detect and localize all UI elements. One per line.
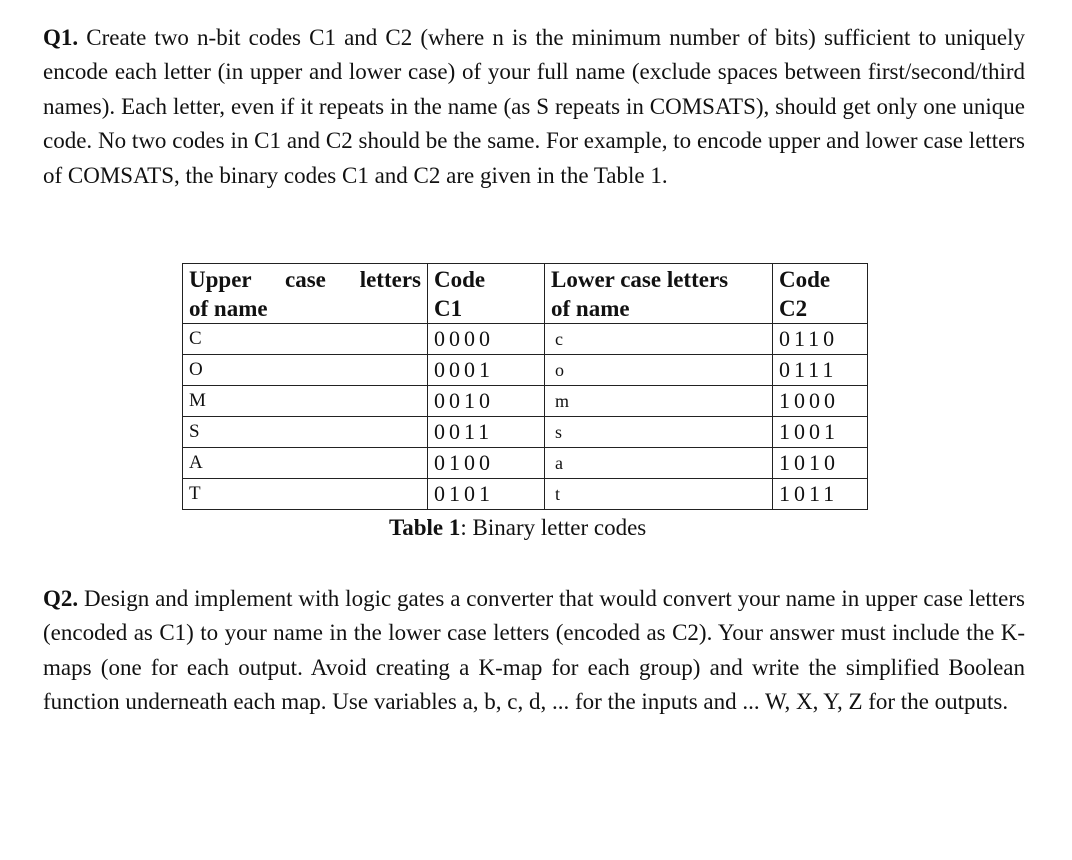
upper-letter-cell: A xyxy=(183,448,428,479)
header-lower-line2: of name xyxy=(551,296,630,321)
header-upper-line1: Upper case letters xyxy=(189,267,421,292)
code-c1-cell: 0000 xyxy=(428,324,545,355)
header-upper-line2: of name xyxy=(189,296,268,321)
header-code2-line1: Code xyxy=(779,267,831,292)
code-c2-cell: 1011 xyxy=(773,479,868,510)
question-2-number: Q2. xyxy=(43,586,79,611)
binary-codes-table xyxy=(182,263,868,510)
table-row xyxy=(183,417,868,448)
lower-letter-cell: s xyxy=(545,417,773,448)
code-c2-cell: 0111 xyxy=(773,355,868,386)
code-c2-cell: 1010 xyxy=(773,448,868,479)
header-code1-line2: C1 xyxy=(434,296,463,321)
header-code-c2 xyxy=(773,264,868,324)
code-c2-cell: 1000 xyxy=(773,386,868,417)
upper-letter-cell: O xyxy=(183,355,428,386)
code-c2-cell: 1001 xyxy=(773,417,868,448)
code-c1-cell: 0001 xyxy=(428,355,545,386)
code-c1-cell: 0101 xyxy=(428,479,545,510)
table-caption-label: Table 1 xyxy=(389,515,461,540)
upper-letter-cell: M xyxy=(183,386,428,417)
table-header-row xyxy=(183,264,868,324)
table-row xyxy=(183,355,868,386)
upper-letter-cell: S xyxy=(183,417,428,448)
lower-letter-cell: o xyxy=(545,355,773,386)
question-1-number: Q1. xyxy=(43,25,79,50)
upper-letter-cell: C xyxy=(183,324,428,355)
lower-letter-cell: a xyxy=(545,448,773,479)
header-code1-line1: Code xyxy=(434,267,486,292)
table-row xyxy=(183,386,868,417)
binary-codes-table-container xyxy=(182,263,868,510)
table-row xyxy=(183,448,868,479)
table-row xyxy=(183,324,868,355)
question-1 xyxy=(43,21,1025,193)
question-1-text: Create two n-bit codes C1 and C2 (where n is the minimum number of bits) sufficient to uniquely encode each letter (in upper and lower case) of your full name (exclude spaces between first/second/third names). Each letter, even if it repeats in the name (as S repeats in COMSATS), should get only one unique code. No two codes in C1 and C2 should be the same. For example, to encode upper and lower case letters of COMSATS, the binary codes C1 and C2 are given in the Table 1. xyxy=(43,25,1026,188)
lower-letter-cell: c xyxy=(545,324,773,355)
code-c1-cell: 0011 xyxy=(428,417,545,448)
code-c1-cell: 0100 xyxy=(428,448,545,479)
header-lower-case xyxy=(545,264,773,324)
header-lower-line1: Lower case letters xyxy=(551,267,729,292)
question-2-text: Design and implement with logic gates a converter that would convert your name in upper case letters (encoded as C1) to your name in the lower case letters (encoded as C2). Your answer must include the K-maps (one for each output. Avoid creating a K-map for each group) and write the simplified Boolean function underneath each map. Use variables a, b, c, d, ... for the inputs and ... W, X, Y, Z for the outputs. xyxy=(43,586,1026,715)
table-caption-text: : Binary letter codes xyxy=(460,515,647,540)
header-code2-line2: C2 xyxy=(779,296,808,321)
code-c1-cell: 0010 xyxy=(428,386,545,417)
question-2 xyxy=(43,582,1025,720)
lower-letter-cell: t xyxy=(545,479,773,510)
upper-letter-cell: T xyxy=(183,479,428,510)
code-c2-cell: 0110 xyxy=(773,324,868,355)
lower-letter-cell: m xyxy=(545,386,773,417)
table-caption xyxy=(389,512,646,544)
table-row xyxy=(183,479,868,510)
header-upper-case xyxy=(183,264,428,324)
header-code-c1 xyxy=(428,264,545,324)
